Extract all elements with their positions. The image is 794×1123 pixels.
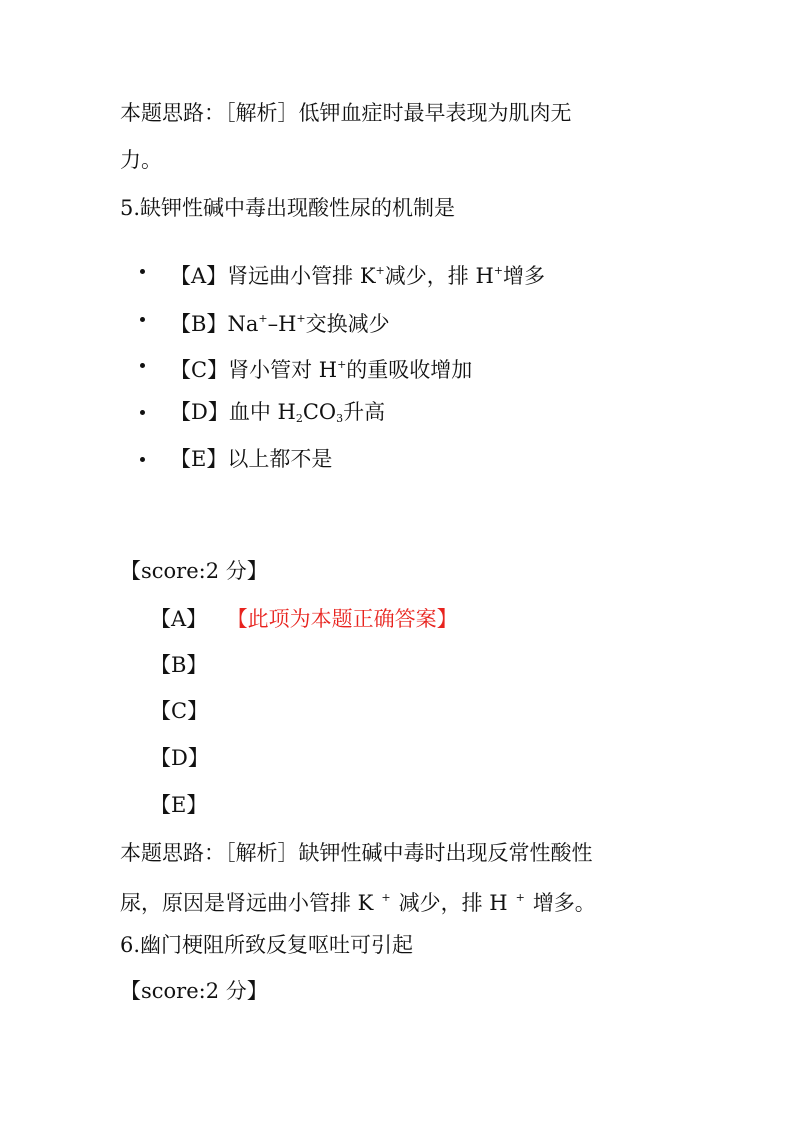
subscript: 3 [336, 412, 344, 425]
question-6-score: 【score:2 分】 [120, 979, 268, 1003]
option-label: 【C】 [170, 358, 229, 382]
option-text: 以上都不是 [227, 447, 333, 471]
prev-explanation-line-1: 本题思路：［解析］低钾血症时最早表现为肌肉无 [120, 101, 572, 125]
bullet-icon [140, 410, 145, 415]
superscript: + [258, 312, 268, 325]
answer-e: 【E】 [150, 793, 208, 817]
option-text: 减少，排 H [384, 264, 494, 288]
option-text: 增多 [502, 264, 545, 288]
superscript: + [493, 264, 503, 277]
option-text: 肾小管对 H [228, 358, 338, 382]
answer-a [150, 606, 458, 632]
option-text: CO [302, 400, 337, 424]
option-text: 肾远曲小管排 K [227, 264, 376, 288]
option-text: 血中 H [228, 400, 296, 424]
option-text: 交换减少 [305, 312, 390, 336]
correct-answer-note: 【此项为本题正确答案】 [237, 607, 458, 631]
option-text: 的重吸收增加 [346, 358, 473, 382]
option-text: Na [227, 312, 259, 336]
bullet-icon [140, 457, 145, 462]
answer-d: 【D】 [150, 746, 209, 770]
superscript: + [515, 891, 525, 904]
answer-label: 【A】 [150, 607, 208, 631]
question-5-explanation-line-1: 本题思路：［解析］缺钾性碱中毒时出现反常性酸性 [120, 841, 593, 865]
option-text: –H [267, 312, 297, 336]
option-label: 【A】 [170, 264, 228, 288]
superscript: + [375, 264, 385, 277]
superscript: + [337, 358, 347, 371]
explanation-text: 减少，排 H [398, 891, 508, 915]
explanation-text: 增多。 [532, 891, 596, 915]
question-6-stem: 6.幽门梗阻所致反复呕吐可引起 [120, 933, 414, 957]
option-label: 【E】 [170, 447, 228, 471]
bullet-icon [140, 269, 145, 274]
option-label: 【B】 [170, 312, 228, 336]
option-text: 升高 [343, 400, 386, 424]
explanation-text: 尿，原因是肾远曲小管排 K [120, 891, 374, 915]
prev-explanation-line-2: 力。 [120, 148, 162, 172]
question-5-score: 【score:2 分】 [120, 559, 268, 583]
question-5-stem: 5.缺钾性碱中毒出现酸性尿的机制是 [120, 196, 456, 220]
answer-b: 【B】 [150, 653, 208, 677]
option-label: 【D】 [170, 400, 229, 424]
bullet-icon [140, 363, 145, 368]
superscript: + [296, 312, 306, 325]
subscript: 2 [295, 412, 303, 425]
answer-c: 【C】 [150, 699, 209, 723]
question-5-explanation-line-2 [120, 885, 596, 916]
bullet-icon [140, 317, 145, 322]
superscript: + [381, 891, 391, 904]
